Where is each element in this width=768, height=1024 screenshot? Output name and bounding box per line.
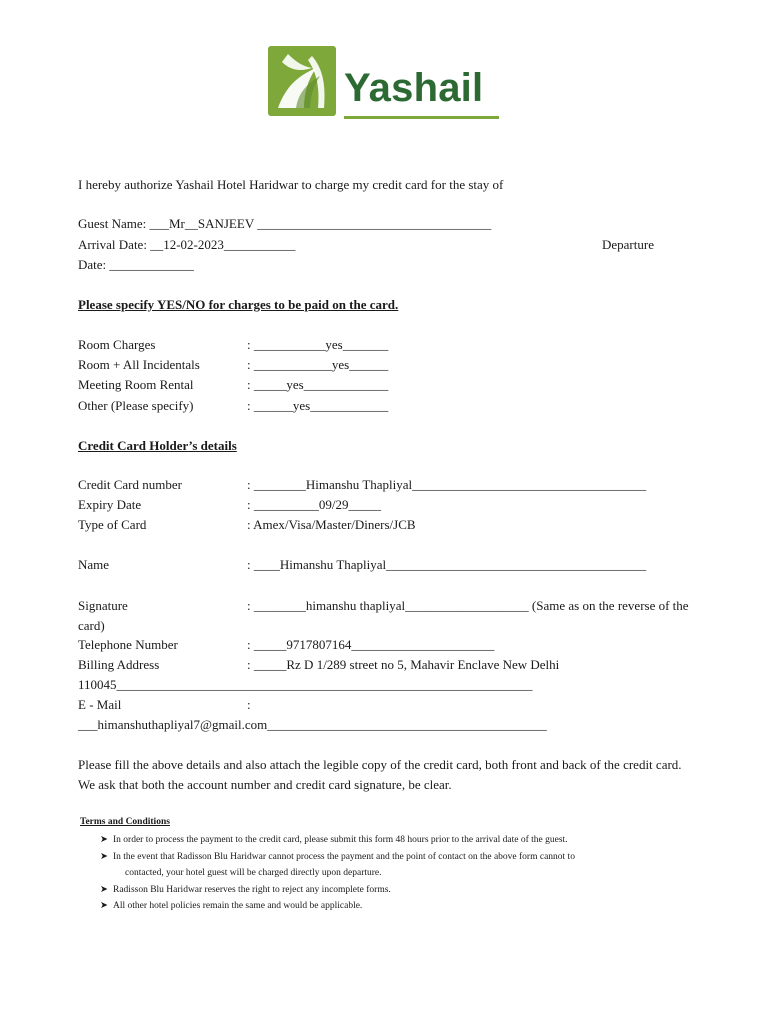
terms-item-text: All other hotel policies remain the same and would be applicable. xyxy=(113,901,363,911)
terms-list xyxy=(100,832,680,915)
card-type-label: Type of Card xyxy=(78,517,147,532)
holder-name-value: : ____Himanshu Thapliyal________________________________________ xyxy=(247,557,647,572)
terms-item-text: In the event that Radisson Blu Haridwar cannot process the payment and the point of contact on the above form cannot to xyxy=(113,851,575,862)
charge-value-meeting: : _____yes_____________ xyxy=(247,377,389,392)
expiry-value: : __________09/29_____ xyxy=(247,497,381,512)
departure-date-line: Date: _____________ xyxy=(78,257,194,272)
signature-continued: card) xyxy=(78,618,105,633)
authorization-statement: I hereby authorize Yashail Hotel Haridwar to charge my credit card for the stay of xyxy=(78,177,504,192)
billing-address-continued: 110045________________________________________________________________ xyxy=(78,677,533,692)
card-number-label: Credit Card number xyxy=(78,477,182,492)
billing-address-value: : _____Rz D 1/289 street no 5, Mahavir Enclave New Delhi xyxy=(247,657,560,672)
attachment-note: Please fill the above details and also attach the legible copy of the credit card, both front and back of the credit card. We ask that both the account number and credit card signature, be clear. xyxy=(78,757,682,792)
terms-title: Terms and Conditions xyxy=(80,817,170,827)
terms-item-text: Radisson Blu Haridwar reserves the right to reject any incomplete forms. xyxy=(113,884,391,895)
arrival-date-line: Arrival Date: __12-02-2023___________ xyxy=(78,237,296,252)
terms-item-continued: contacted, your hotel guest will be charged directly upon departure. xyxy=(125,868,382,878)
holder-heading: Credit Card Holder’s details xyxy=(78,438,237,453)
expiry-label: Expiry Date xyxy=(78,497,142,512)
charge-label-incidentals: Room + All Incidentals xyxy=(78,357,200,372)
brand-name: Yashail xyxy=(344,66,484,110)
charge-label-other: Other (Please specify) xyxy=(78,398,194,413)
charge-value-room: : ___________yes_______ xyxy=(247,337,389,352)
email-value: ___himanshuthapliyal7@gmail.com___________________________________________ xyxy=(78,717,547,732)
terms-item xyxy=(100,898,680,915)
arrow-bullet-icon: ➤ xyxy=(100,851,108,862)
charge-value-other: : ______yes____________ xyxy=(247,398,389,413)
brand-underline xyxy=(344,116,499,119)
guest-name-line: Guest Name: ___Mr__SANJEEV ____________________________________ xyxy=(78,216,492,231)
charge-label-meeting: Meeting Room Rental xyxy=(78,377,194,392)
email-colon: : xyxy=(247,697,251,712)
terms-item xyxy=(100,882,680,899)
telephone-value: : _____9717807164______________________ xyxy=(247,637,495,652)
card-number-value: : ________Himanshu Thapliyal____________________________________ xyxy=(247,477,647,492)
telephone-label: Telephone Number xyxy=(78,637,178,652)
yashail-leaf-icon xyxy=(268,46,336,116)
signature-label: Signature xyxy=(78,598,128,613)
hotel-logo xyxy=(268,46,500,122)
arrow-bullet-icon: ➤ xyxy=(100,835,108,845)
terms-item xyxy=(100,849,680,882)
charge-value-incidentals: : ____________yes______ xyxy=(247,357,389,372)
holder-name-label: Name xyxy=(78,557,110,572)
arrow-bullet-icon: ➤ xyxy=(100,884,108,895)
terms-item xyxy=(100,832,680,849)
card-type-value: : Amex/Visa/Master/Diners/JCB xyxy=(247,517,416,532)
terms-item-text: In order to process the payment to the credit card, please submit this form 48 hours prior to the arrival date of the guest. xyxy=(113,835,568,845)
arrow-bullet-icon: ➤ xyxy=(100,901,108,911)
charge-label-room: Room Charges xyxy=(78,337,156,352)
departure-label: Departure xyxy=(602,237,654,252)
charges-heading: Please specify YES/NO for charges to be paid on the card. xyxy=(78,297,399,312)
billing-address-label: Billing Address xyxy=(78,657,160,672)
signature-value: : ________himanshu thapliyal___________________ (Same as on the reverse of the xyxy=(247,598,689,613)
email-label: E - Mail xyxy=(78,697,122,712)
